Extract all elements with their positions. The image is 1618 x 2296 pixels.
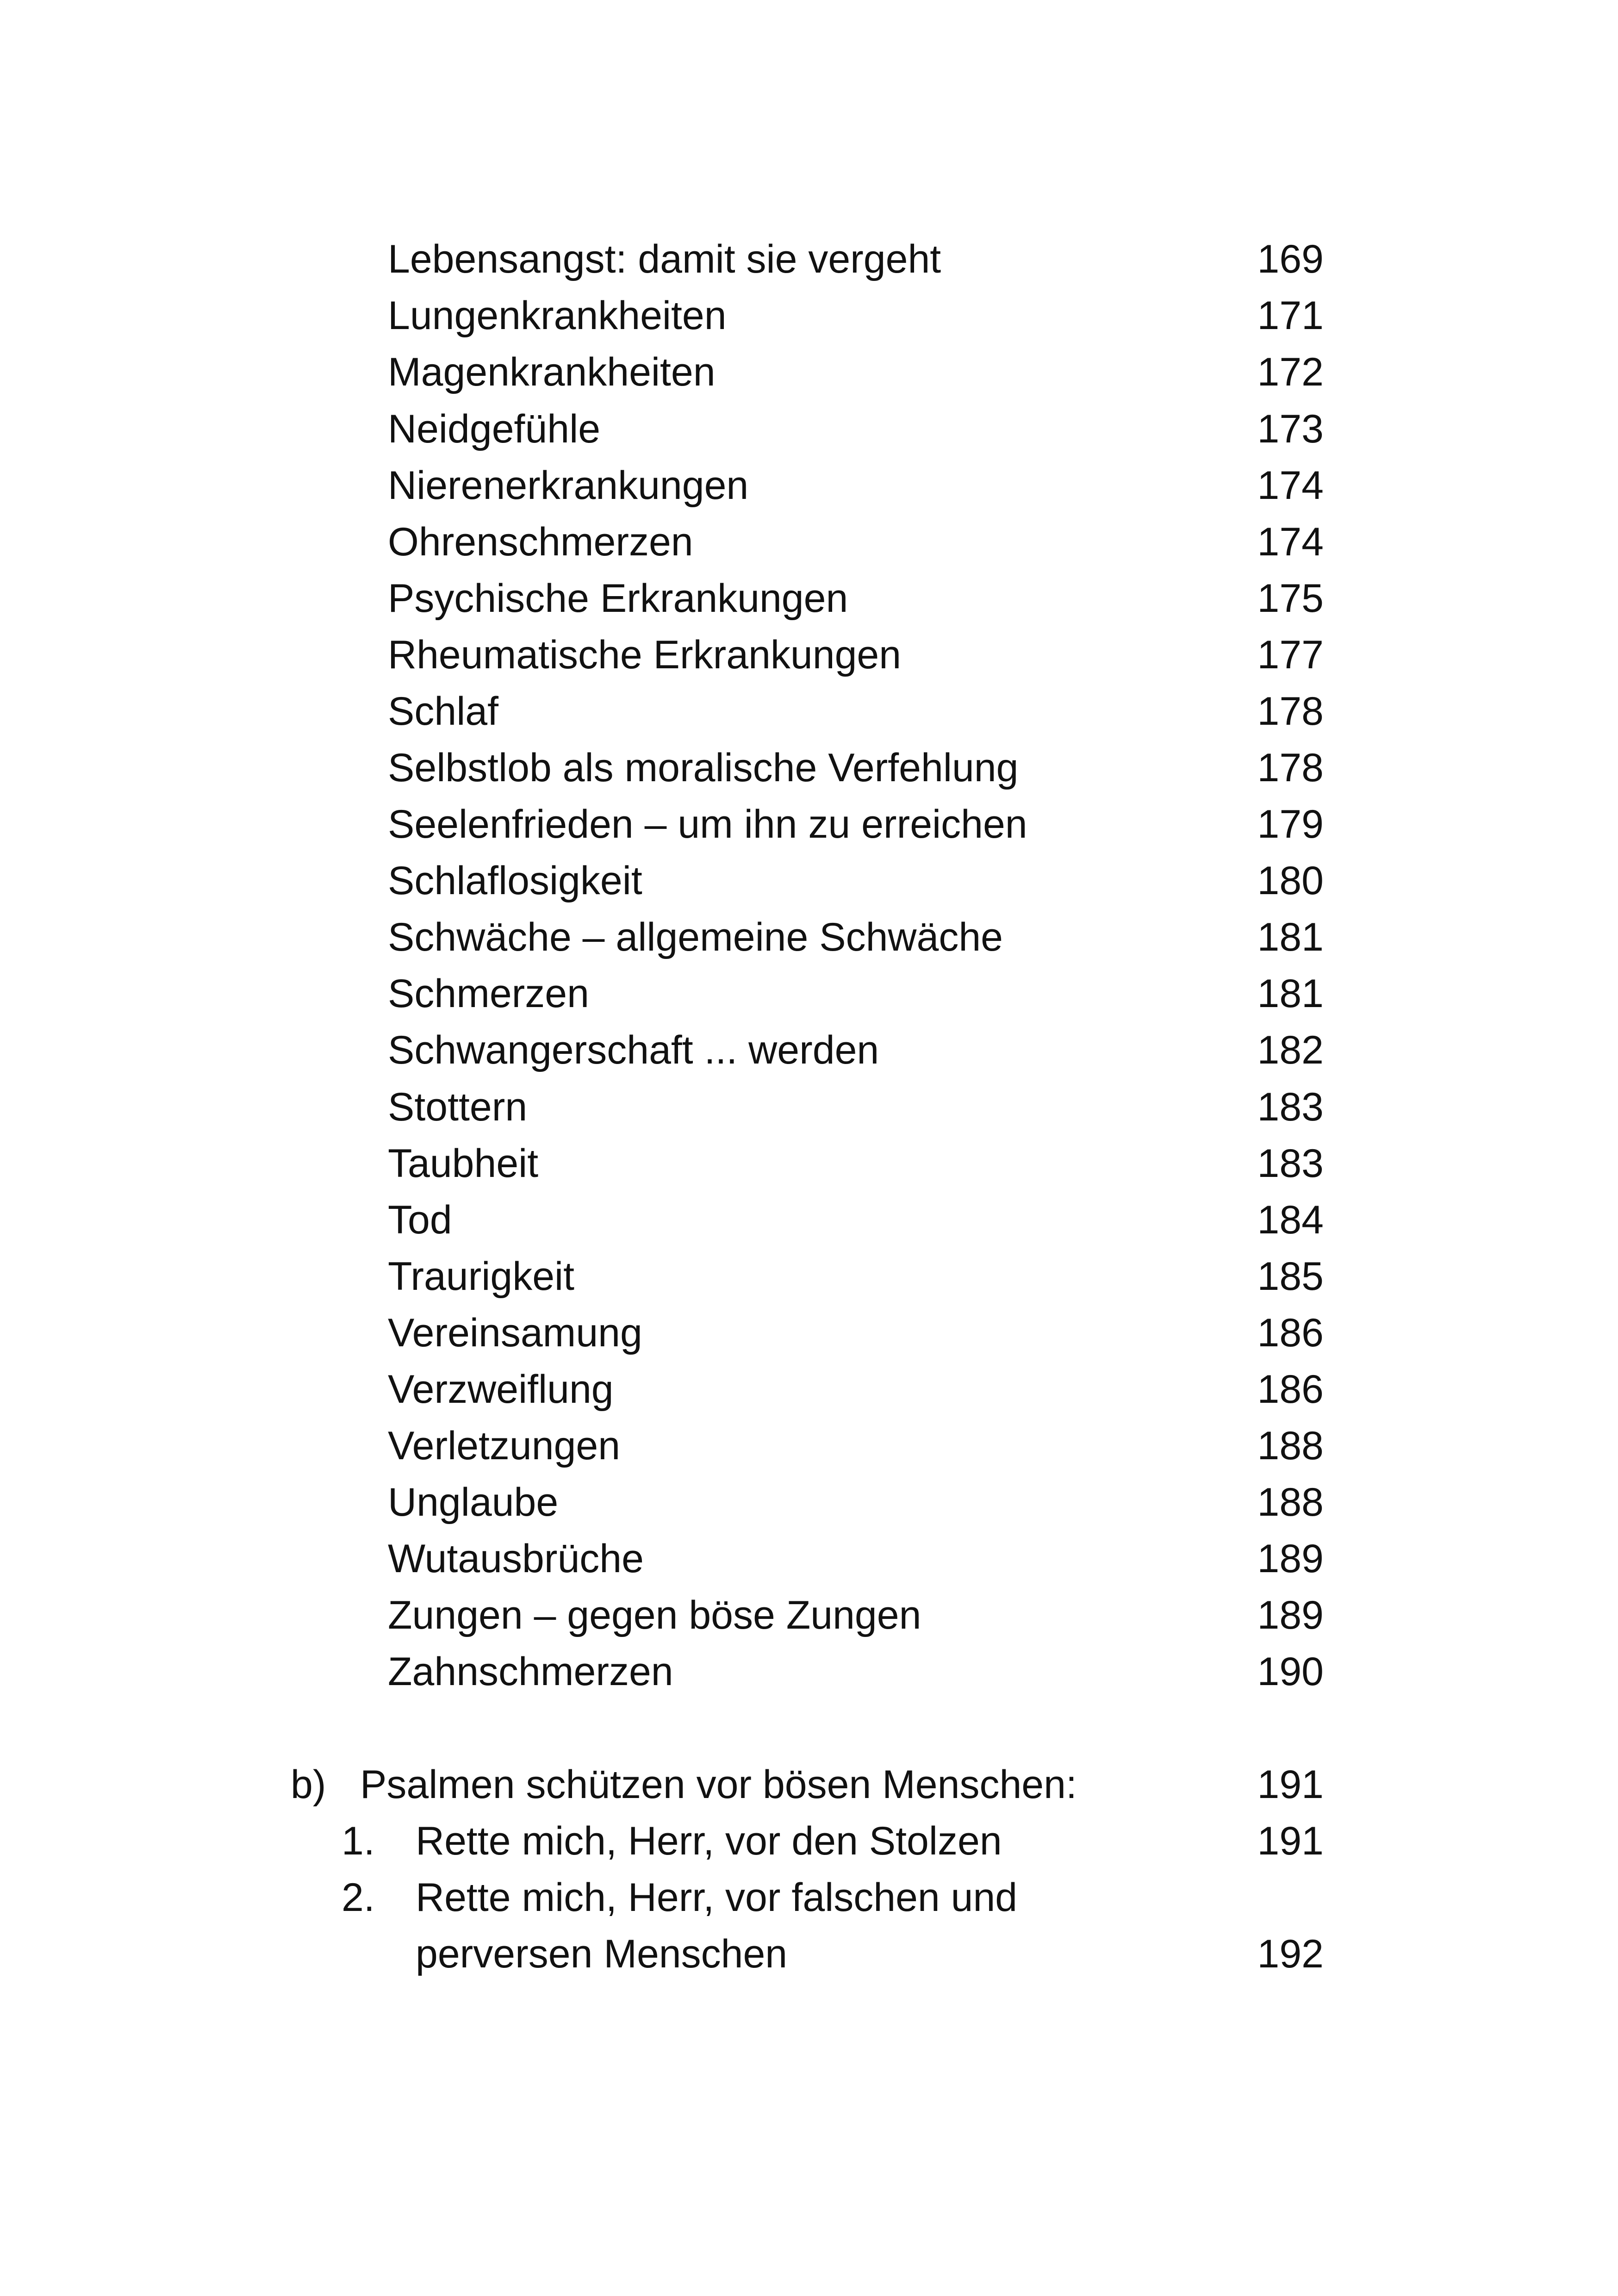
toc-entry xyxy=(0,1022,1618,1079)
toc-entry-page: 172 xyxy=(1257,350,1324,394)
toc-entry-page: 174 xyxy=(1257,520,1324,564)
toc-entry xyxy=(0,231,1618,288)
toc-entry-label: Schwangerschaft ... werden xyxy=(388,1028,879,1072)
toc-entry-page: 173 xyxy=(1257,407,1324,451)
toc-entry-label: Nierenerkrankungen xyxy=(388,463,749,508)
toc-entry-page: 189 xyxy=(1257,1537,1324,1581)
toc-entry-label: Schwäche – allgemeine Schwäche xyxy=(388,915,1003,959)
toc-entry xyxy=(0,287,1618,344)
toc-entry-page: 185 xyxy=(1257,1254,1324,1299)
sub-entry-number: 2. xyxy=(342,1875,375,1920)
toc-entry xyxy=(0,627,1618,684)
sub-entry-page: 191 xyxy=(1257,1819,1324,1863)
toc-entry xyxy=(0,1531,1618,1587)
toc-entry-label: Psychische Erkrankungen xyxy=(388,576,848,621)
sub-entry xyxy=(0,1869,1618,1926)
toc-entry xyxy=(0,570,1618,627)
toc-entry-page: 178 xyxy=(1257,746,1324,790)
toc-entry xyxy=(0,852,1618,909)
toc-entry xyxy=(0,1587,1618,1644)
toc-entry xyxy=(0,965,1618,1022)
toc-entry-label: Taubheit xyxy=(388,1141,539,1186)
toc-entry xyxy=(0,740,1618,796)
toc-entry xyxy=(0,514,1618,571)
toc-entry xyxy=(0,344,1618,401)
toc-entry-label: Wutausbrüche xyxy=(388,1537,644,1581)
toc-entry-label: Verletzungen xyxy=(388,1424,621,1468)
toc-entry-label: Schlaflosigkeit xyxy=(388,859,642,903)
toc-entry-label: Vereinsamung xyxy=(388,1311,642,1355)
toc-entry-page: 169 xyxy=(1257,237,1324,281)
sub-entry-label: Rette mich, Herr, vor falschen und xyxy=(416,1875,1018,1920)
sub-entry-continuation xyxy=(0,1926,1618,1983)
toc-entry-page: 184 xyxy=(1257,1198,1324,1242)
toc-entry xyxy=(0,1135,1618,1192)
toc-entry-label: Traurigkeit xyxy=(388,1254,575,1299)
toc-entry-label: Verzweiflung xyxy=(388,1367,614,1412)
toc-entry-label: Rheumatische Erkrankungen xyxy=(388,633,902,677)
toc-entry-page: 186 xyxy=(1257,1367,1324,1412)
toc-entry-label: Magenkrankheiten xyxy=(388,350,716,394)
toc-entry xyxy=(0,909,1618,966)
toc-entry-label: Seelenfrieden – um ihn zu erreichen xyxy=(388,802,1027,846)
toc-entry-page: 188 xyxy=(1257,1424,1324,1468)
toc-entry xyxy=(0,1305,1618,1362)
toc-entry-label: Unglaube xyxy=(388,1480,559,1524)
toc-entry-label: Schlaf xyxy=(388,689,499,734)
section-marker: b) xyxy=(291,1762,326,1807)
toc-entry-page: 179 xyxy=(1257,802,1324,846)
toc-entry-page: 177 xyxy=(1257,633,1324,677)
toc-entry-page: 186 xyxy=(1257,1311,1324,1355)
toc-entry-page: 189 xyxy=(1257,1593,1324,1637)
toc-entry-page: 181 xyxy=(1257,971,1324,1016)
toc-entry-label: Stottern xyxy=(388,1085,528,1129)
toc-entry-page: 182 xyxy=(1257,1028,1324,1072)
sub-entry-page: 192 xyxy=(1257,1932,1324,1976)
toc-entry-label: Zungen – gegen böse Zungen xyxy=(388,1593,921,1637)
toc-entry xyxy=(0,796,1618,853)
toc-entry xyxy=(0,1474,1618,1531)
sub-entry-label-continued: perversen Menschen xyxy=(416,1932,788,1976)
section-page: 191 xyxy=(1257,1762,1324,1807)
toc-entry-label: Zahnschmerzen xyxy=(388,1649,673,1694)
sub-entry-number: 1. xyxy=(342,1819,375,1863)
section-label: Psalmen schützen vor bösen Menschen: xyxy=(360,1762,1077,1807)
toc-entry-page: 174 xyxy=(1257,463,1324,508)
toc-entry-page: 190 xyxy=(1257,1649,1324,1694)
toc-entry-page: 183 xyxy=(1257,1141,1324,1186)
toc-entry-page: 178 xyxy=(1257,689,1324,734)
toc-entry-page: 180 xyxy=(1257,859,1324,903)
toc-entry-page: 171 xyxy=(1257,293,1324,338)
toc-entry-label: Tod xyxy=(388,1198,452,1242)
toc-entry-page: 175 xyxy=(1257,576,1324,621)
toc-entry-label: Selbstlob als moralische Verfehlung xyxy=(388,746,1019,790)
sub-entry-label: Rette mich, Herr, vor den Stolzen xyxy=(416,1819,1002,1863)
toc-entry-label: Schmerzen xyxy=(388,971,589,1016)
toc-entry xyxy=(0,1192,1618,1249)
toc-entry-page: 181 xyxy=(1257,915,1324,959)
toc-entry-label: Lebensangst: damit sie vergeht xyxy=(388,237,941,281)
toc-entry xyxy=(0,1643,1618,1700)
toc-entry xyxy=(0,1079,1618,1136)
toc-entry-label: Lungenkrankheiten xyxy=(388,293,727,338)
sub-entry xyxy=(0,1813,1618,1870)
toc-entry xyxy=(0,1418,1618,1475)
toc-entry xyxy=(0,683,1618,740)
toc-entry-page: 183 xyxy=(1257,1085,1324,1129)
section-heading xyxy=(0,1756,1618,1813)
toc-entry-label: Ohrenschmerzen xyxy=(388,520,693,564)
toc-entry xyxy=(0,401,1618,458)
toc-entry xyxy=(0,1248,1618,1305)
toc-entry-page: 188 xyxy=(1257,1480,1324,1524)
toc-entry xyxy=(0,457,1618,514)
toc-entry xyxy=(0,1361,1618,1418)
toc-entry-label: Neidgefühle xyxy=(388,407,601,451)
